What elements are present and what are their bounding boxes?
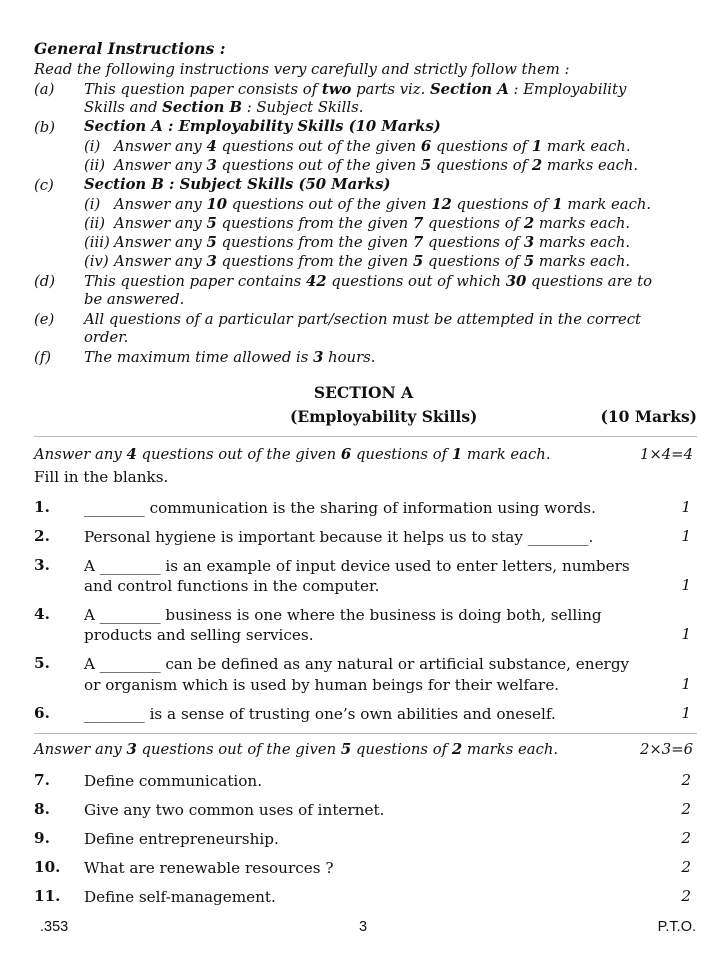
question-mark: 1 xyxy=(681,576,691,594)
question-mark: 1 xyxy=(681,625,691,643)
item-label-e: (e) xyxy=(34,311,55,328)
item-d-line2: be answered. xyxy=(84,291,185,308)
question-text: A ________ is an example of input device used to enter letters, numbers xyxy=(84,557,630,575)
section-subtitle: (Employability Skills) xyxy=(290,407,478,426)
question-text: ________ communication is the sharing of information using words. xyxy=(84,499,596,517)
divider xyxy=(34,436,697,437)
question-mark: 1 xyxy=(681,527,691,545)
part2-instruction: Answer any 3 questions out of the given 5 questions of 2 marks each. xyxy=(34,741,559,758)
item-a-line1: This question paper consists of two parts viz. Section A : Employability xyxy=(84,81,627,98)
item-label-c: (c) xyxy=(34,177,54,194)
question-text: Define self-management. xyxy=(84,888,276,906)
item-c-iv: (iv) Answer any 3 questions from the given 5 questions of 5 marks each. xyxy=(84,253,631,270)
section-title: SECTION A xyxy=(313,383,414,402)
question-text: A ________ can be defined as any natural or artificial substance, energy xyxy=(84,655,630,673)
item-label-b: (b) xyxy=(34,119,56,136)
item-a-line2: Skills and Section B : Subject Skills. xyxy=(84,99,364,116)
question-mark: 1 xyxy=(681,704,691,722)
item-e-line2: order. xyxy=(84,329,129,346)
question-mark: 2 xyxy=(681,829,691,847)
question-number: 3. xyxy=(34,556,50,574)
part1-marks: 1×4=4 xyxy=(639,446,693,463)
question-mark: 1 xyxy=(681,498,691,516)
question-text-line2: and control functions in the computer. xyxy=(84,577,380,595)
item-c-iii: (iii) Answer any 5 questions from the given 7 questions of 3 marks each. xyxy=(84,234,631,251)
question-mark: 2 xyxy=(681,887,691,905)
question-mark: 1 xyxy=(681,675,691,693)
question-text: Give any two common uses of internet. xyxy=(84,801,385,819)
question-mark: 2 xyxy=(681,771,691,789)
part2-marks: 2×3=6 xyxy=(639,741,693,758)
question-number: 7. xyxy=(34,771,50,789)
section-a-heading: Section A : Employability Skills (10 Marks) xyxy=(84,118,441,135)
question-text-line2: or organism which is used by human beings for their welfare. xyxy=(84,676,560,694)
divider xyxy=(34,733,697,734)
item-label-f: (f) xyxy=(34,349,52,366)
question-number: 10. xyxy=(34,858,61,876)
item-b-i: (i) Answer any 4 questions out of the given 6 questions of 1 mark each. xyxy=(84,138,631,155)
question-text: Define communication. xyxy=(84,772,263,790)
item-d-line1: This question paper contains 42 questions out of which 30 questions are to xyxy=(84,273,652,290)
item-e-line1: All questions of a particular part/section must be attempted in the correct xyxy=(84,311,642,328)
question-mark: 2 xyxy=(681,800,691,818)
question-number: 2. xyxy=(34,527,50,545)
question-text: What are renewable resources ? xyxy=(84,859,334,877)
item-c-ii: (ii) Answer any 5 questions from the given 7 questions of 2 marks each. xyxy=(84,215,631,232)
question-mark: 2 xyxy=(681,858,691,876)
question-number: 9. xyxy=(34,829,50,847)
paper-code: .353 xyxy=(40,919,69,935)
page-number: 3 xyxy=(359,919,368,935)
question-number: 4. xyxy=(34,605,50,623)
question-number: 8. xyxy=(34,800,50,818)
question-text: ________ is a sense of trusting one’s own abilities and oneself. xyxy=(84,705,556,723)
section-b-heading: Section B : Subject Skills (50 Marks) xyxy=(84,176,391,193)
question-number: 5. xyxy=(34,654,50,672)
question-number: 11. xyxy=(34,887,61,905)
question-number: 1. xyxy=(34,498,50,516)
item-f-line1: The maximum time allowed is 3 hours. xyxy=(84,349,376,366)
question-text-line2: products and selling services. xyxy=(84,626,314,644)
item-label-d: (d) xyxy=(34,273,56,290)
part1-instruction: Answer any 4 questions out of the given 6 questions of 1 mark each. xyxy=(34,446,551,463)
question-number: 6. xyxy=(34,704,50,722)
instructions-intro: Read the following instructions very carefully and strictly follow them : xyxy=(34,61,570,78)
item-b-ii: (ii) Answer any 3 questions out of the given 5 questions of 2 marks each. xyxy=(84,157,639,174)
item-label-a: (a) xyxy=(34,81,55,98)
question-text: Personal hygiene is important because it helps us to stay ________. xyxy=(84,528,594,546)
general-instructions-heading: General Instructions : xyxy=(34,39,226,58)
question-text: Define entrepreneurship. xyxy=(84,830,279,848)
section-marks: (10 Marks) xyxy=(600,407,697,426)
item-c-i: (i) Answer any 10 questions out of the given 12 questions of 1 mark each. xyxy=(84,196,652,213)
pto-label: P.T.O. xyxy=(657,919,696,935)
fill-in-blanks-heading: Fill in the blanks. xyxy=(34,468,169,486)
question-text: A ________ business is one where the business is doing both, selling xyxy=(84,606,602,624)
